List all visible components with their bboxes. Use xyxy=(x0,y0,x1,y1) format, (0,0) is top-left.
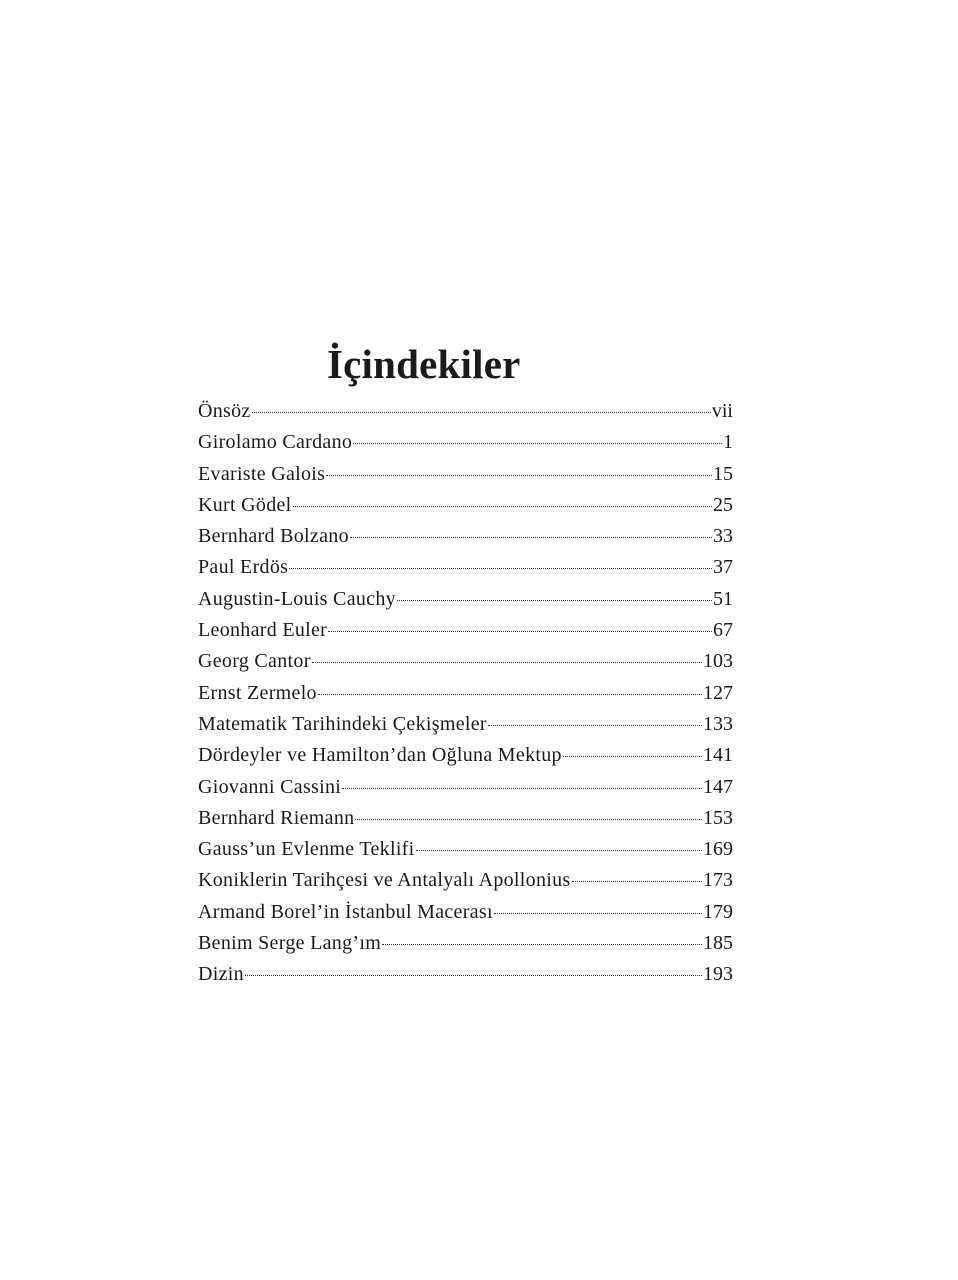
toc-entry-label: Armand Borel’in İstanbul Macerası xyxy=(198,900,493,923)
toc-entry xyxy=(198,897,733,928)
toc-entry-page-number: 173 xyxy=(703,869,733,892)
toc-entry-label: Ernst Zermelo xyxy=(198,681,317,704)
toc-entry-label: Benim Serge Lang’ım xyxy=(198,932,382,955)
toc-entry-page-number: 1 xyxy=(723,431,733,454)
toc-entry-page-number: 25 xyxy=(713,493,733,516)
toc-entry-page-number: 103 xyxy=(703,650,733,673)
dot-leader xyxy=(382,944,702,945)
toc-entry-label: Önsöz xyxy=(198,400,251,422)
toc-entry xyxy=(198,865,733,896)
toc-entry-label: Giovanni Cassini xyxy=(198,775,342,798)
toc-entry-label: Koniklerin Tarihçesi ve Antalyalı Apollonius xyxy=(198,869,571,892)
page-title: İçindekiler xyxy=(327,341,521,387)
toc-entry-page-number: 51 xyxy=(713,587,733,610)
toc-entry-page-number: 193 xyxy=(703,963,733,986)
toc-entry-page-number: 33 xyxy=(713,525,733,548)
toc-entry xyxy=(198,646,733,677)
dot-leader xyxy=(488,725,702,726)
dot-leader xyxy=(563,756,702,757)
dot-leader xyxy=(245,975,702,976)
toc-entry-page-number: 127 xyxy=(703,681,733,704)
toc-entry xyxy=(198,490,733,521)
toc-entry xyxy=(198,928,733,959)
toc-entry xyxy=(198,459,733,490)
toc-entry-label: Bernhard Riemann xyxy=(198,806,355,829)
dot-leader xyxy=(289,568,712,569)
toc-entry-page-number: 179 xyxy=(703,900,733,923)
toc-entry-label: Kurt Gödel xyxy=(198,493,292,516)
toc-entry-label: Evariste Galois xyxy=(198,462,326,485)
toc-entry-label: Dizin xyxy=(198,963,244,986)
dot-leader xyxy=(342,788,702,789)
toc-entry-label: Augustin-Louis Cauchy xyxy=(198,587,396,610)
toc-entry-label: Bernhard Bolzano xyxy=(198,525,349,548)
toc-entry-page-number: 15 xyxy=(713,462,733,485)
toc-entry-label: Paul Erdös xyxy=(198,556,289,579)
toc-entry xyxy=(198,521,733,552)
toc-entry xyxy=(198,552,733,583)
dot-leader xyxy=(572,881,703,882)
toc-entry-page-number: 153 xyxy=(703,806,733,829)
toc-entry xyxy=(198,678,733,709)
toc-entry-page-number: vii xyxy=(711,400,733,422)
toc-entry xyxy=(198,803,733,834)
toc-entry xyxy=(198,584,733,615)
dot-leader xyxy=(397,600,712,601)
toc-entry-label: Girolamo Cardano xyxy=(198,431,353,454)
toc-entry-page-number: 185 xyxy=(703,932,733,955)
toc-entry xyxy=(198,396,733,427)
toc-entry-page-number: 37 xyxy=(713,556,733,579)
dot-leader xyxy=(293,506,712,507)
toc-entry xyxy=(198,709,733,740)
toc-entry-label: Matematik Tarihindeki Çekişmeler xyxy=(198,712,487,735)
dot-leader xyxy=(312,662,702,663)
toc-entry-page-number: 147 xyxy=(703,775,733,798)
dot-leader xyxy=(494,913,702,914)
dot-leader xyxy=(355,819,702,820)
toc-entry xyxy=(198,615,733,646)
toc-entry xyxy=(198,959,733,990)
toc-entry-label: Gauss’un Evlenme Teklifi xyxy=(198,838,415,861)
toc-entry-page-number: 141 xyxy=(703,744,733,767)
toc-entry-page-number: 169 xyxy=(703,838,733,861)
toc-entry xyxy=(198,772,733,803)
dot-leader xyxy=(252,412,711,413)
dot-leader xyxy=(328,631,712,632)
toc-entry-label: Leonhard Euler xyxy=(198,619,328,642)
dot-leader xyxy=(353,443,722,444)
toc-entry-label: Dördeyler ve Hamilton’dan Oğluna Mektup xyxy=(198,744,562,767)
toc-entry xyxy=(198,427,733,458)
dot-leader xyxy=(350,537,712,538)
dot-leader xyxy=(416,850,703,851)
toc-entry-page-number: 133 xyxy=(703,712,733,735)
toc-entry xyxy=(198,740,733,771)
toc-entry-page-number: 67 xyxy=(713,619,733,642)
toc-entry xyxy=(198,834,733,865)
dot-leader xyxy=(326,475,712,476)
dot-leader xyxy=(318,694,702,695)
table-of-contents xyxy=(198,396,733,991)
toc-entry-label: Georg Cantor xyxy=(198,650,311,673)
